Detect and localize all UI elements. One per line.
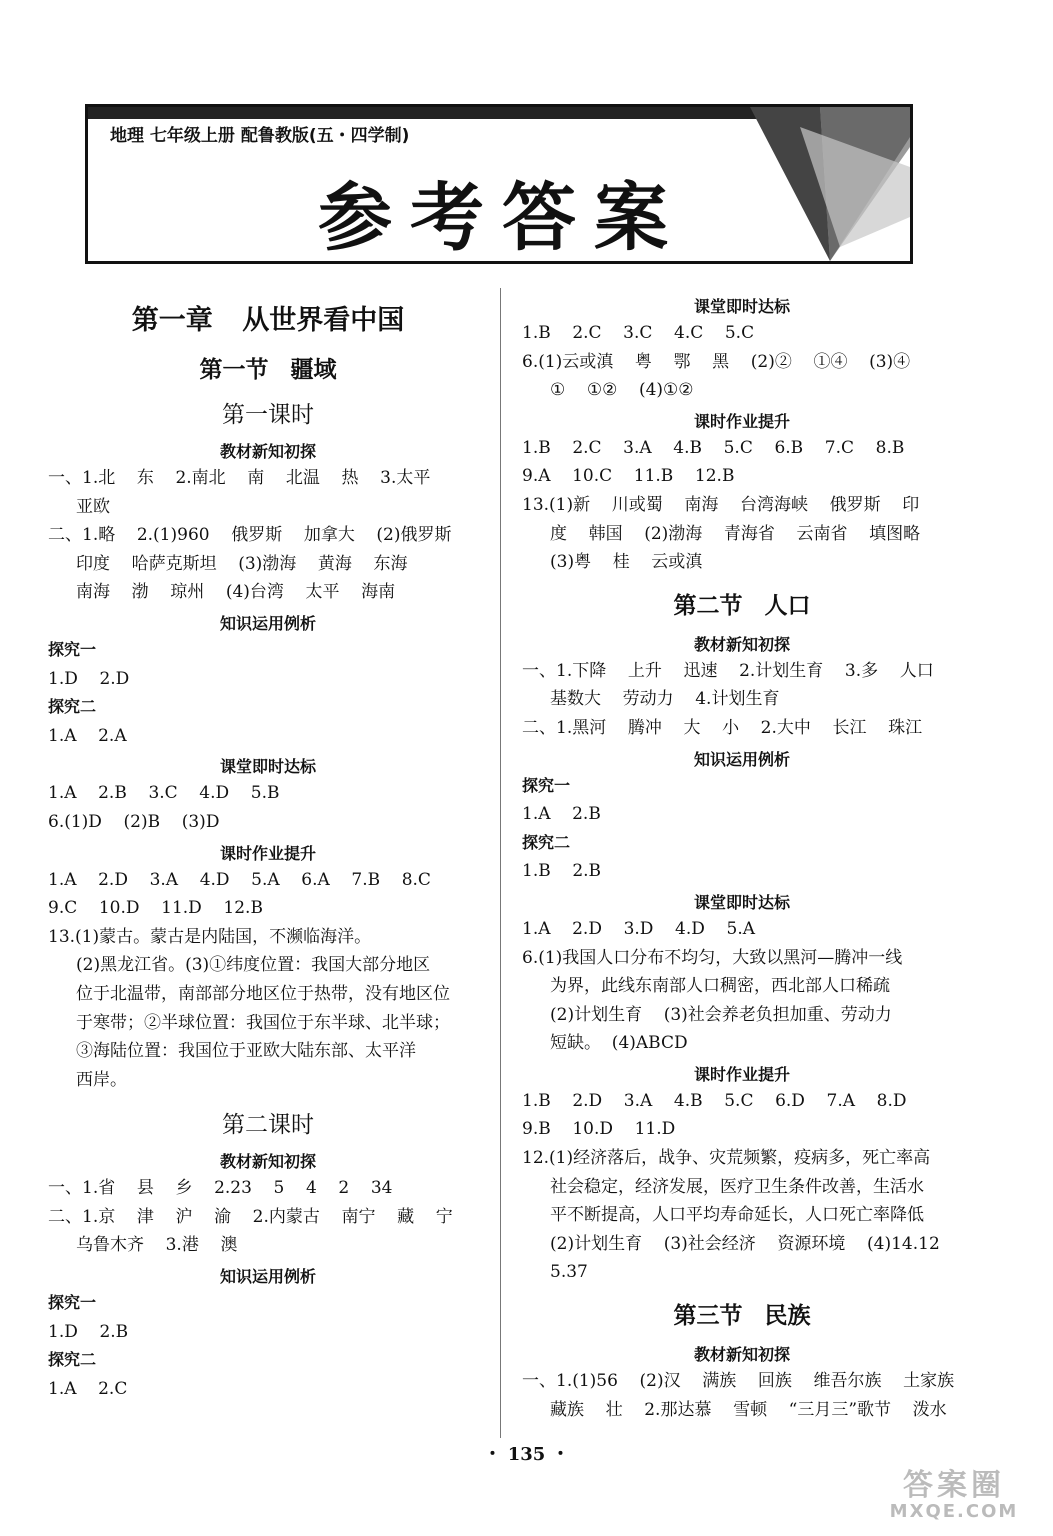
answer-line: 9.B 10.D 11.D (522, 1119, 676, 1140)
answer-line: (2)计划生育 (3)社会养老负担加重、劳动力 (550, 1004, 892, 1025)
answer-line: 基数大 劳动力 4.计划生育 (550, 689, 780, 710)
answer-line: 二、1.略 2.(1)960 俄罗斯 加拿大 (2)俄罗斯 (48, 525, 452, 546)
answer-line: (2)计划生育 (3)社会经济 资源环境 (4)14.12 (550, 1233, 940, 1254)
watermark-url: MXQE.COM (889, 1501, 1019, 1522)
answer-line: (3)粤 桂 云或滇 (550, 552, 703, 573)
answer-line: (2)黑龙江省。(3)①纬度位置：我国大部分地区 (76, 955, 431, 976)
answer-line: 1.A 2.C (48, 1378, 128, 1399)
answer-line: 1.B 2.C 3.A 4.B 5.C 6.B 7.C 8.B (522, 437, 905, 458)
answer-line: 位于北温带，南部部分地区位于热带，没有地区位 (76, 983, 450, 1004)
answer-line: 13.(1)新 川或蜀 南海 台湾海峡 俄罗斯 印 (522, 494, 920, 515)
answer-line: 6.(1)云或滇 粤 鄂 黑 (2)② ①④ (3)④ (522, 351, 911, 372)
answer-line: 1.A 2.D 3.D 4.D 5.A (522, 918, 756, 939)
column-divider (500, 288, 501, 1438)
answer-line: 南海 渤 琼州 (4)台湾 太平 海南 (76, 582, 396, 603)
answer-line: 1.A 2.B (522, 804, 601, 825)
answer-line: 印度 哈萨克斯坦 (3)渤海 黄海 东海 (76, 553, 408, 574)
answer-line: 一、1.(1)56 (2)汉 满族 回族 维吾尔族 土家族 (522, 1371, 955, 1392)
answer-line: 社会稳定，经济发展，医疗卫生条件改善，生活水 (550, 1176, 924, 1197)
lesson-heading: 第二课时 (222, 1112, 314, 1139)
answer-line: 一、1.下降 上升 迅速 2.计划生育 3.多 人口 (522, 660, 934, 681)
book-subtitle: 地理 七年级上册 配鲁教版(五・四学制) (110, 126, 410, 146)
subheading: 教材新知初探 (219, 1152, 316, 1172)
subheading: 课堂即时达标 (693, 297, 790, 316)
answer-line: 9.C 10.D 11.D 12.B (48, 898, 263, 919)
header-banner (85, 104, 913, 264)
inquiry-label: 探究二 (522, 832, 571, 852)
subheading: 知识运用例析 (693, 749, 790, 769)
answer-line: 度 韩国 (2)渤海 青海省 云南省 填图略 (550, 523, 921, 544)
left-column (48, 290, 488, 1403)
answer-line: 6.(1)我国人口分布不均匀，大致以黑河—腾冲一线 (522, 947, 903, 968)
answer-line: 1.D 2.B (48, 1321, 129, 1342)
subheading: 课时作业提升 (693, 1064, 790, 1084)
subheading: 教材新知初探 (219, 442, 316, 461)
section-heading: 第二节 人口 (673, 592, 811, 619)
page-title: 参考答案 (318, 175, 686, 261)
subheading: 知识运用例析 (219, 613, 316, 633)
answer-line: 为界，此线东南部人口稠密，西北部人口稀疏 (550, 976, 890, 997)
watermark-logo (870, 1470, 1038, 1526)
inquiry-label: 探究一 (48, 639, 97, 659)
chapter-heading: 第一章 从世界看中国 (131, 305, 405, 336)
banner-decoration-graphic (710, 107, 910, 261)
answer-line: 1.A 2.D 3.A 4.D 5.A 6.A 7.B 8.C (48, 869, 431, 890)
answer-line: 1.B 2.C 3.C 4.C 5.C (522, 323, 755, 343)
answer-line: 1.D 2.D (48, 668, 130, 689)
section-heading: 第一节 疆域 (199, 357, 337, 383)
answer-line: 平不断提高，人口平均寿命延长，人口死亡率降低 (550, 1205, 924, 1226)
answer-line: 亚欧 (76, 496, 110, 517)
answer-line: 乌鲁木齐 3.港 澳 (76, 1235, 238, 1256)
subheading: 知识运用例析 (219, 1267, 316, 1287)
lesson-heading: 第一课时 (222, 402, 314, 428)
answer-line: 9.A 10.C 11.B 12.B (522, 466, 735, 487)
answer-line: 于寒带；②半球位置：我国位于东半球、北半球； (76, 1012, 450, 1033)
answer-line: 西岸。 (76, 1069, 127, 1090)
subheading: 教材新知初探 (693, 634, 790, 654)
answer-line: 藏族 壮 2.那达慕 雪顿 “三月三”歌节 泼水 (550, 1399, 947, 1420)
answer-line: 一、1.省 县 乡 2.23 5 4 2 34 (48, 1178, 393, 1199)
answer-line: 二、1.京 津 沪 渝 2.内蒙古 南宁 藏 宁 (48, 1206, 453, 1227)
answer-line: ③海陆位置：我国位于亚欧大陆东部、太平洋 (76, 1041, 416, 1062)
answer-line: 12.(1)经济落后，战争、灾荒频繁，疫病多，死亡率高 (522, 1148, 931, 1169)
watermark-text: 答案圈 (903, 1468, 1005, 1503)
subheading: 课堂即时达标 (693, 892, 790, 912)
answer-line: 1.B 2.D 3.A 4.B 5.C 6.D 7.A 8.D (522, 1090, 907, 1111)
subheading: 教材新知初探 (693, 1345, 790, 1365)
answer-line: 1.B 2.B (522, 861, 602, 882)
page-number: ・ 135 ・ (483, 1444, 570, 1465)
answer-line: 5.37 (550, 1262, 588, 1283)
inquiry-label: 探究一 (522, 775, 571, 795)
answer-line: 1.A 2.B 3.C 4.D 5.B (48, 783, 280, 804)
section-heading: 第三节 民族 (673, 1303, 811, 1330)
subheading: 课时作业提升 (693, 411, 790, 431)
inquiry-label: 探究二 (48, 697, 97, 717)
inquiry-label: 探究一 (48, 1293, 97, 1313)
right-column (522, 290, 962, 1424)
answer-line: 一、1.北 东 2.南北 南 北温 热 3.太平 (48, 468, 431, 488)
answer-line: ① ①② (4)①② (550, 380, 694, 401)
answer-line: 短缺。 (4)ABCD (550, 1033, 688, 1054)
answer-line: 二、1.黑河 腾冲 大 小 2.大中 长江 珠江 (522, 717, 923, 738)
answer-line: 1.A 2.A (48, 725, 127, 746)
answer-line: 6.(1)D (2)B (3)D (48, 811, 220, 832)
subheading: 课时作业提升 (219, 843, 316, 863)
subheading: 课堂即时达标 (219, 757, 316, 777)
inquiry-label: 探究二 (48, 1350, 97, 1370)
answer-line: 13.(1)蒙古。蒙古是内陆国，不濒临海洋。 (48, 926, 372, 947)
